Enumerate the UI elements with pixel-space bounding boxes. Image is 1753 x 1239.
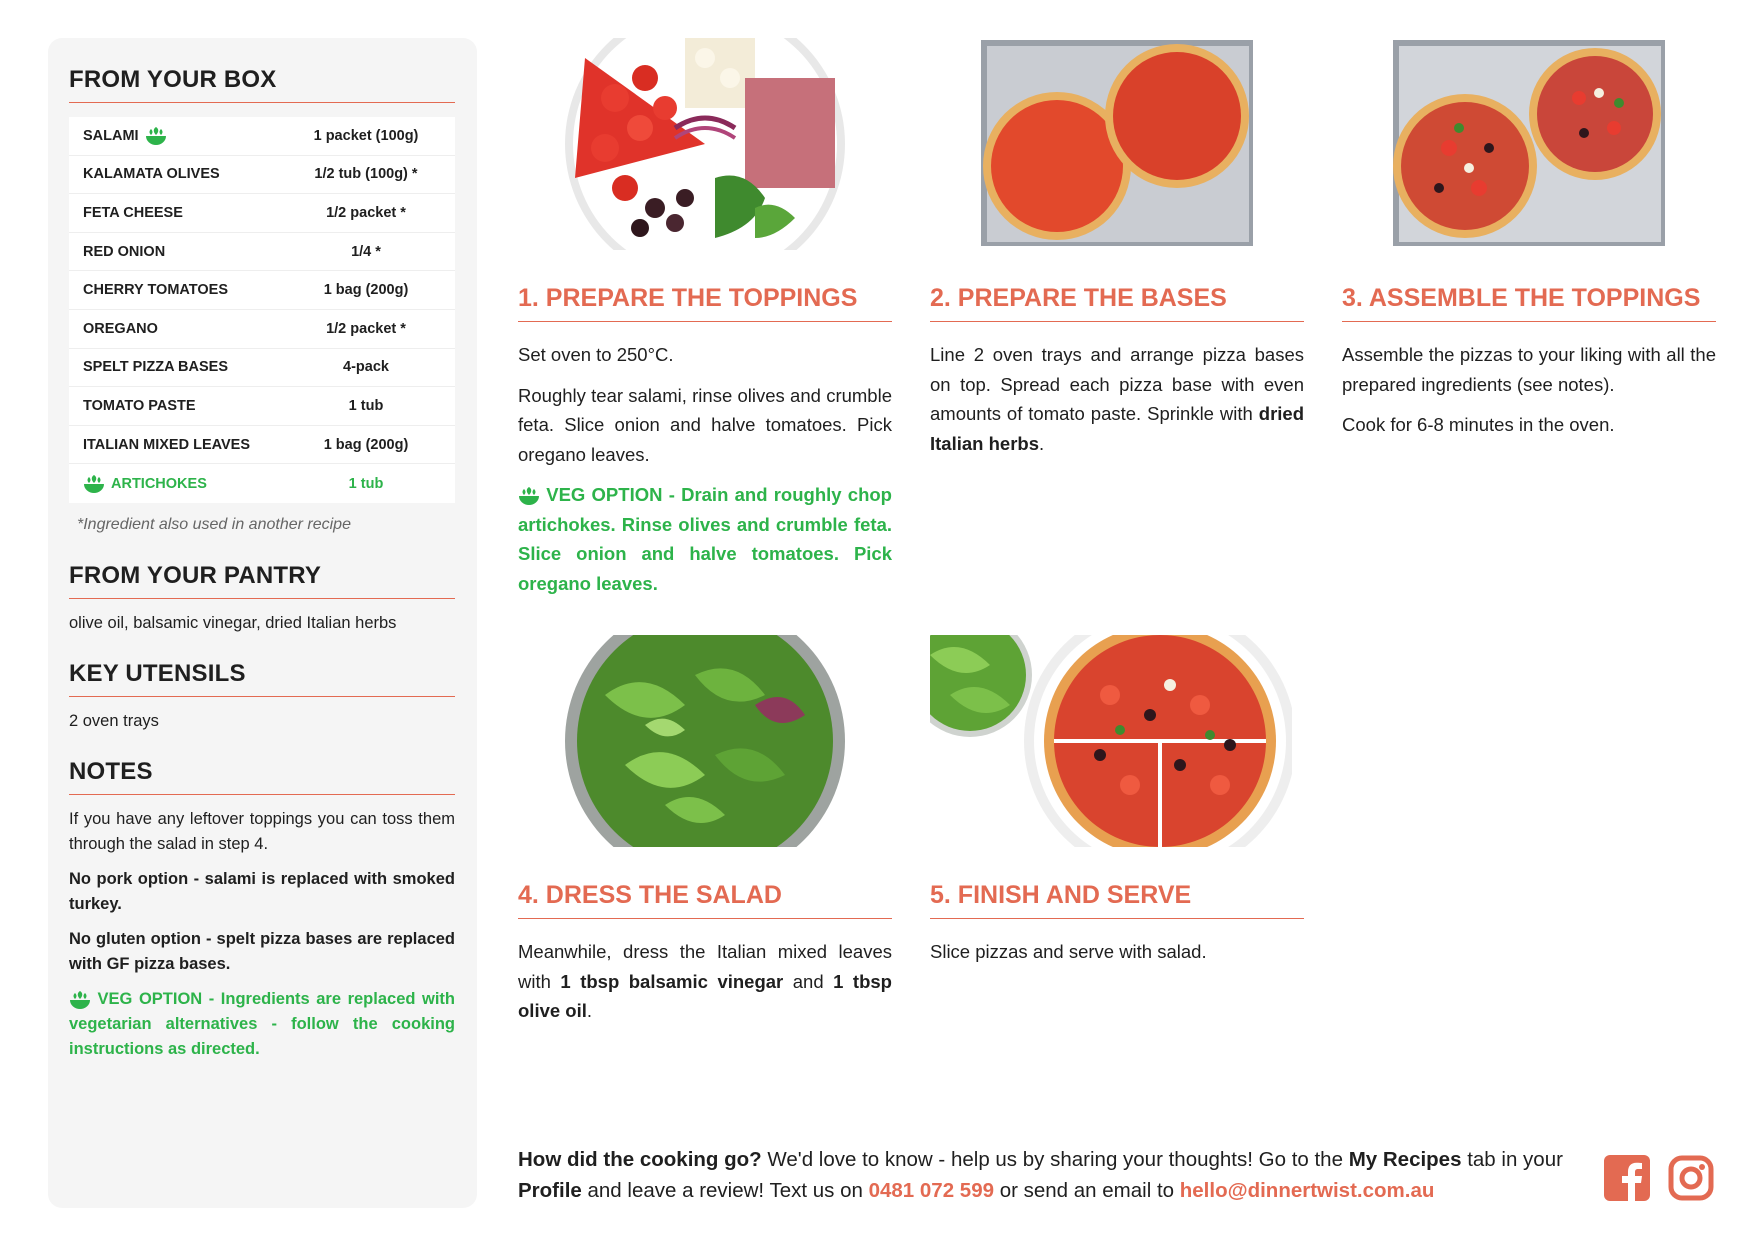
ingredient-qty: 1 tub [348, 397, 384, 414]
utensils-text: 2 oven trays [69, 711, 159, 730]
step-1-veg-option [518, 480, 892, 598]
pizza-bases-image [977, 38, 1257, 250]
veg-bowl-icon [518, 486, 540, 506]
ingredient-name: KALAMATA OLIVES [83, 166, 220, 183]
footer-text-4: or send an email to [994, 1179, 1180, 1202]
step-2-text-a: Line 2 oven trays and arrange pizza bases on top. Spread each pizza base with even amounts of tomato paste. Sprinkle with [930, 344, 1304, 424]
step-1-veg-text: VEG OPTION - Drain and roughly chop artichokes. Rinse olives and crumble feta. Slice onion and halve tomatoes. Pick oregano leaves. [518, 484, 892, 594]
utensils-title: KEY UTENSILS [69, 660, 455, 697]
ingredient-qty: 1/2 tub (100g) * [314, 166, 418, 183]
notes-section [69, 758, 455, 1062]
salad-bowl-image [565, 635, 845, 847]
ingredient-row [69, 194, 455, 233]
ingredient-name: OREGANO [83, 320, 158, 337]
footer-text-3: and leave a review! Text us on [581, 1179, 869, 1202]
step-4-text-bold-1: 1 tbsp balsamic vinegar [560, 970, 784, 992]
step-4-text-c: and [783, 970, 834, 992]
step-3-title: 3. ASSEMBLE THE TOPPINGS [1342, 284, 1716, 322]
ingredient-name: RED ONION [83, 243, 166, 260]
veg-bowl-icon [69, 990, 91, 1010]
pantry-text: olive oil, balsamic vinegar, dried Italian herbs [69, 613, 397, 632]
box-title: FROM YOUR BOX [69, 66, 455, 103]
finished-pizza-image [930, 635, 1292, 847]
ingredient-qty: 1 bag (200g) [323, 282, 409, 299]
ingredient-row [69, 271, 455, 310]
toppings-bowl-image [565, 38, 845, 250]
email-link[interactable]: hello@dinnertwist.com.au [1179, 1179, 1435, 1202]
notes-title: NOTES [69, 758, 455, 795]
step-4 [518, 635, 892, 1037]
ingredient-name: CHERRY TOMATOES [83, 282, 229, 299]
instagram-icon[interactable] [1668, 1155, 1714, 1201]
step-4-text [518, 937, 892, 1026]
note-leftover: If you have any leftover toppings you can toss them through the salad in step 4. [69, 809, 455, 853]
step-5-text: Slice pizzas and serve with salad. [930, 941, 1207, 962]
step-1-title: 1. PREPARE THE TOPPINGS [518, 284, 892, 322]
step-4-title: 4. DRESS THE SALAD [518, 881, 892, 919]
phone-link[interactable]: 0481 072 599 [868, 1179, 994, 1202]
ingredient-row [69, 156, 455, 195]
footer-my-recipes: My Recipes [1348, 1148, 1462, 1171]
ingredient-qty: 1 bag (200g) [323, 436, 409, 453]
step-1 [518, 38, 892, 609]
ingredient-qty: 1/2 packet * [326, 320, 406, 337]
step-2-title: 2. PREPARE THE BASES [930, 284, 1304, 322]
step-2-text [930, 340, 1304, 458]
box-ingredient-table [69, 117, 455, 503]
note-no-pork: No pork option - salami is replaced with smoked turkey. [69, 869, 455, 913]
step-4-text-a: Meanwhile, dress the Italian mixed leaves with [518, 941, 892, 992]
ingredient-qty: 4-pack [343, 359, 389, 376]
step-4-text-bold-2: 1 tbsp olive oil [518, 970, 892, 1021]
step-5 [930, 635, 1304, 978]
ingredient-qty: 1 packet (100g) [313, 127, 419, 144]
footer-text-2: tab in your [1461, 1148, 1563, 1171]
ingredient-name: ARTICHOKES [111, 475, 207, 492]
social-links [1604, 1155, 1714, 1201]
pantry-title: FROM YOUR PANTRY [69, 562, 455, 599]
ingredient-name: SALAMI [83, 127, 139, 144]
feedback-footer [518, 1144, 1578, 1206]
footer-text-1: We'd love to know - help us by sharing your thoughts! Go to the [761, 1148, 1349, 1171]
facebook-icon[interactable] [1604, 1155, 1650, 1201]
step-2 [930, 38, 1304, 469]
ingredient-name: SPELT PIZZA BASES [83, 359, 229, 376]
step-2-text-c: . [1038, 432, 1045, 454]
box-section [69, 66, 455, 534]
pantry-section [69, 562, 455, 636]
step-4-text-e: . [586, 1000, 593, 1021]
ingredient-qty: 1 tub [348, 475, 384, 492]
footer-profile: Profile [518, 1179, 582, 1202]
veg-bowl-icon [145, 126, 167, 146]
ingredient-row [69, 349, 455, 388]
ingredient-qty: 1/2 packet * [326, 204, 406, 221]
ingredient-row [69, 310, 455, 349]
step-3 [1342, 38, 1716, 451]
box-footnote: *Ingredient also used in another recipe [77, 515, 351, 533]
note-no-gluten: No gluten option - spelt pizza bases are replaced with GF pizza bases. [69, 929, 455, 973]
ingredient-name: TOMATO PASTE [83, 397, 196, 414]
step-2-text-bold: dried Italian herbs [930, 403, 1304, 454]
ingredient-name: ITALIAN MIXED LEAVES [83, 436, 251, 453]
ingredient-qty: 1/4 * [351, 243, 381, 260]
ingredient-row-veg [69, 464, 455, 503]
veg-bowl-icon [83, 474, 105, 494]
ingredient-name: FETA CHEESE [83, 204, 183, 221]
step-3-text-2: Cook for 6-8 minutes in the oven. [1342, 414, 1615, 435]
utensils-section [69, 660, 455, 734]
ingredient-row [69, 426, 455, 465]
step-5-title: 5. FINISH AND SERVE [930, 881, 1304, 919]
footer-question: How did the cooking go? [518, 1148, 762, 1171]
ingredient-row [69, 387, 455, 426]
assembled-pizzas-image [1389, 38, 1669, 250]
note-veg-text: VEG OPTION - Ingredients are replaced with vegetarian alternatives - follow the cooking instructions as directed. [69, 989, 455, 1058]
ingredient-row [69, 117, 455, 156]
step-3-text-1: Assemble the pizzas to your liking with all the prepared ingredients (see notes). [1342, 344, 1716, 395]
note-veg-option [69, 987, 455, 1062]
ingredient-row [69, 233, 455, 272]
step-1-text-1: Set oven to 250°C. [518, 344, 674, 365]
step-1-text-2: Roughly tear salami, rinse olives and crumble feta. Slice onion and halve tomatoes. Pick oregano leaves. [518, 384, 892, 465]
ingredients-panel [48, 38, 477, 1208]
